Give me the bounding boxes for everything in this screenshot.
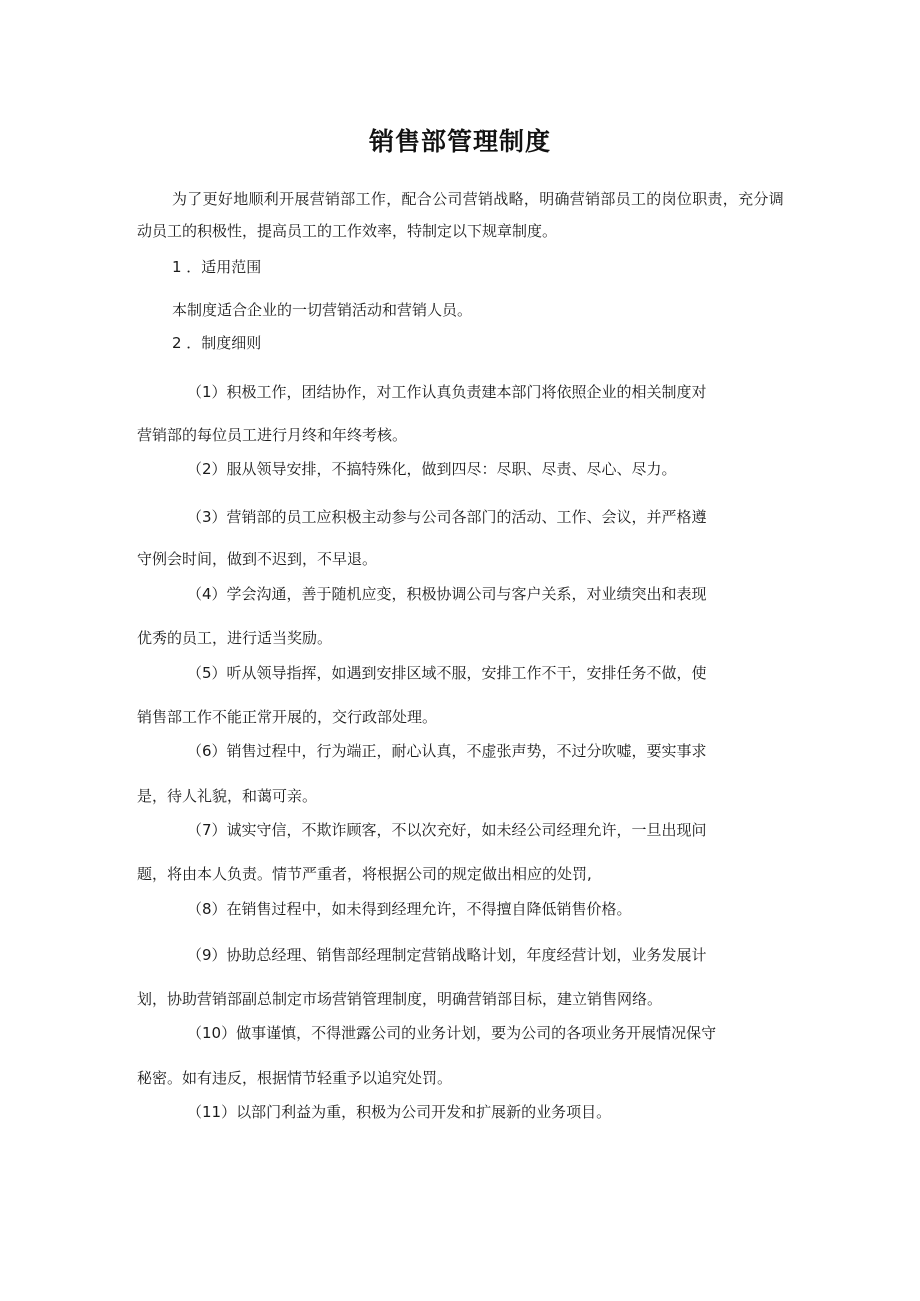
rule-5-line-1: （5）听从领导指挥，如遇到安排区域不服，安排工作不干，安排任务不做，使: [187, 664, 707, 682]
rule-6-line-1: （6）销售过程中，行为端正，耐心认真，不虚张声势，不过分吹嘘，要实事求: [187, 742, 707, 760]
rule-7-line-2: 题，将由本人负责。情节严重者，将根据公司的规定做出相应的处罚,: [137, 865, 592, 883]
rule-9-line-2: 划，协助营销部副总制定市场营销管理制度，明确营销部目标，建立销售网络。: [137, 990, 663, 1008]
intro-paragraph-line-1: 为了更好地顺利开展营销部工作，配合公司营销战略，明确营销部员工的岗位职责，充分调: [172, 190, 785, 208]
rule-10-line-2: 秘密。如有违反，根据情节轻重予以追究处罚。: [137, 1069, 453, 1087]
section-heading-scope: 1 ．适用范围: [172, 258, 262, 276]
rule-7-line-1: （7）诚实守信，不欺诈顾客，不以次充好，如未经公司经理允许，一旦出现问: [187, 821, 707, 839]
rule-4-line-2: 优秀的员工，进行适当奖励。: [137, 629, 333, 647]
intro-paragraph-line-2: 动员工的积极性，提高员工的工作效率，特制定以下规章制度。: [137, 222, 558, 240]
rule-10-line-1: （10）做事谨慎，不得泄露公司的业务计划，要为公司的各项业务开展情况保守: [187, 1024, 717, 1042]
rule-3-line-1: （3）营销部的员工应积极主动参与公司各部门的活动、工作、会议，并严格遵: [187, 508, 707, 526]
rule-9-line-1: （9）协助总经理、销售部经理制定营销战略计划，年度经营计划，业务发展计: [187, 946, 707, 964]
rule-1-line-2: 营销部的每位员工进行月终和年终考核。: [137, 426, 408, 444]
rule-11-line-1: （11）以部门利益为重，积极为公司开发和扩展新的业务项目。: [187, 1103, 612, 1121]
rule-8-line-1: （8）在销售过程中，如未得到经理允许，不得擅自降低销售价格。: [187, 900, 632, 918]
document-title: 销售部管理制度: [368, 127, 551, 156]
rule-6-line-2: 是，待人礼貌，和蔼可亲。: [137, 787, 318, 805]
rule-1-line-1: （1）积极工作，团结协作，对工作认真负责建本部门将依照企业的相关制度对: [187, 383, 707, 401]
rule-3-line-2: 守例会时间，做到不迟到，不早退。: [137, 550, 378, 568]
section-text-scope: 本制度适合企业的一切营销活动和营销人员。: [172, 301, 473, 319]
rule-2-line-1: （2）服从领导安排，不搞特殊化，做到四尽：尽职、尽责、尽心、尽力。: [187, 460, 677, 478]
rule-5-line-2: 销售部工作不能正常开展的，交行政部处理。: [137, 708, 438, 726]
rule-4-line-1: （4）学会沟通，善于随机应变，积极协调公司与客户关系，对业绩突出和表现: [187, 585, 707, 603]
section-heading-rules: 2 ．制度细则: [172, 334, 262, 352]
